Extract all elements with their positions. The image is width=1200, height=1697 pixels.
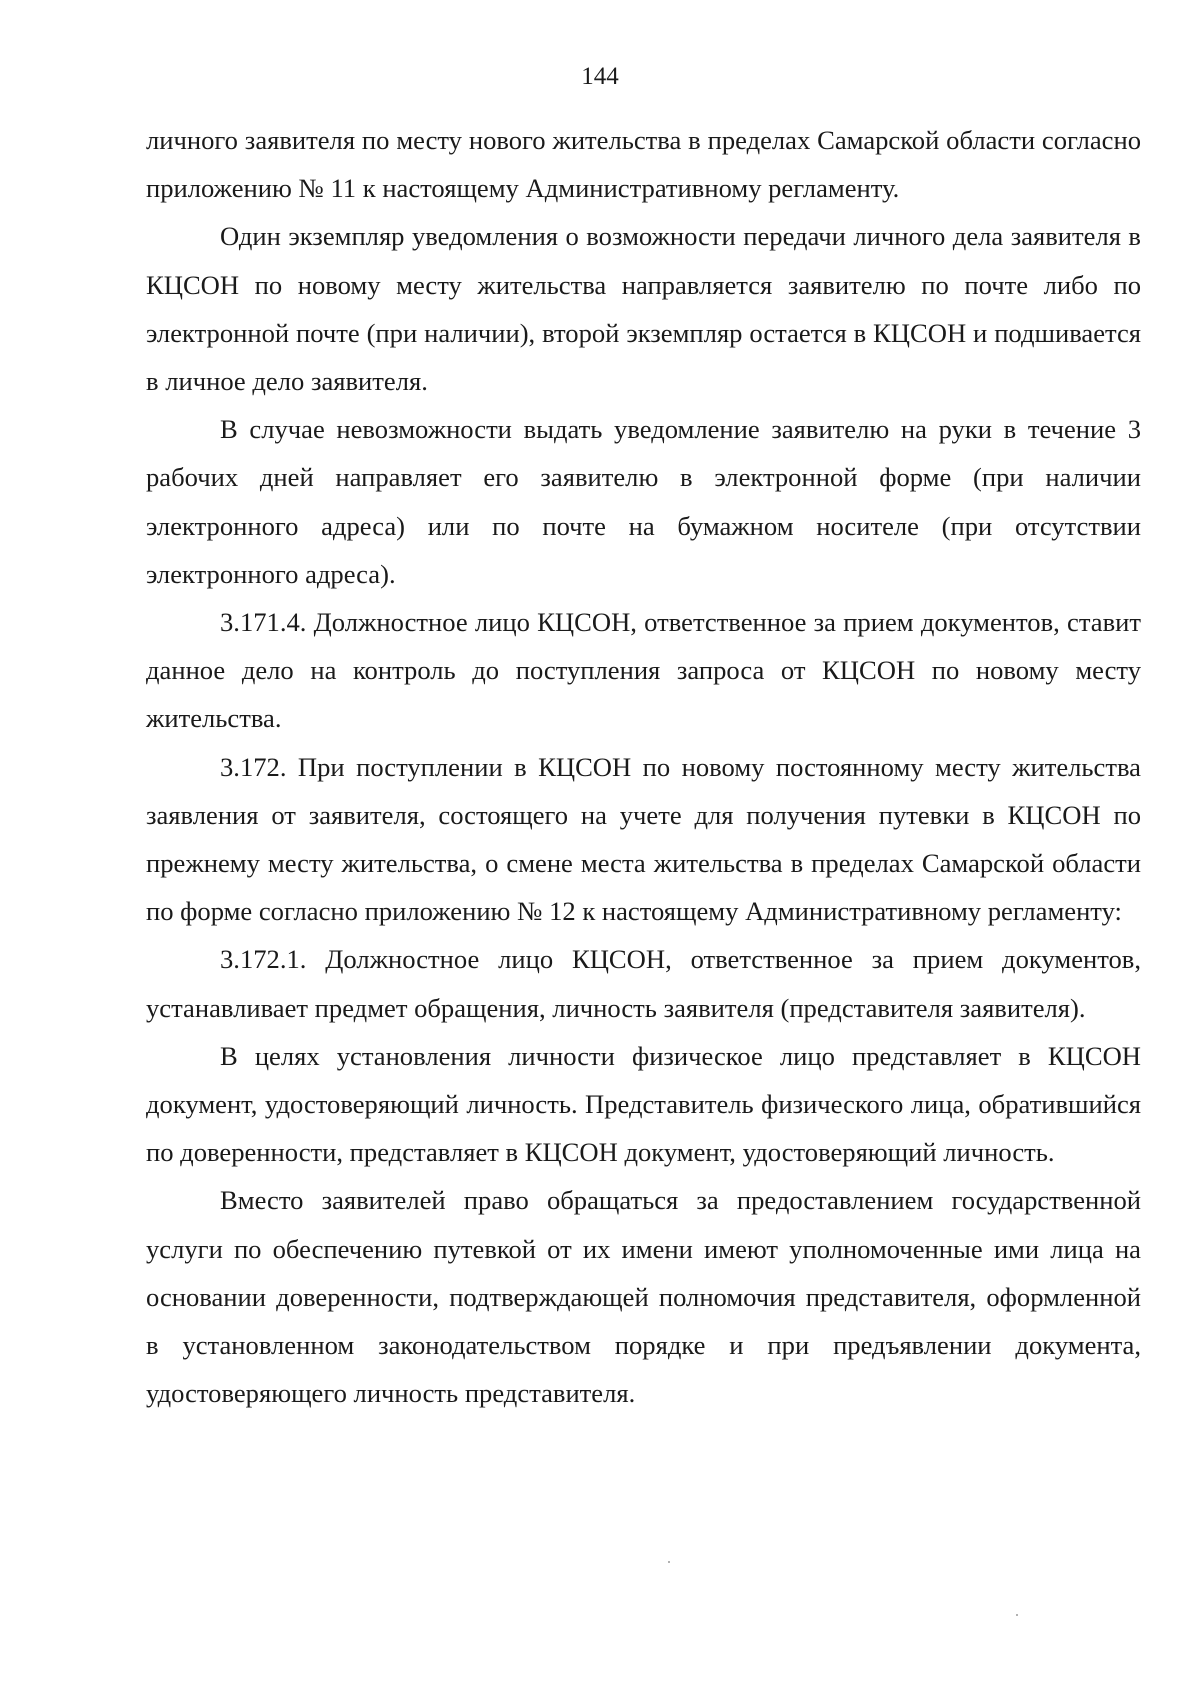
scan-speck: [668, 1561, 670, 1563]
paragraph-representatives: Вместо заявителей право обращаться за предоставлением государственной услуги по обеспечению путевкой от их имени имеют уполномоченные ими лица на основании доверенности, подтверждающей полномочия представителя, оформленной в установленном законодательством порядке и при предъявлении документа, удостоверяющего личность представителя.: [146, 1185, 1141, 1409]
paragraph-3-172: 3.172. При поступлении в КЦСОН по новому постоянному месту жительства заявления от заявителя, состоящего на учете для получения путевки в КЦСОН по прежнему месту жительства, о смене места жительства в пределах Самарской области по форме согласно приложению № 12 к настоящему Административному регламенту:: [146, 751, 1141, 927]
paragraph-notice-delivery: В случае невозможности выдать уведомление заявителю на руки в течение 3 рабочих дней направляет его заявителю в электронной форме (при наличии электронного адреса) или по почте на бумажном носителе (при отсутствии электронного адреса).: [146, 414, 1141, 589]
paragraph-3-171-4: 3.171.4. Должностное лицо КЦСОН, ответственное за прием документов, ставит данное дело на контроль до поступления запроса от КЦСОН по новому месту жительства.: [146, 607, 1141, 734]
paragraph-continuation: личного заявителя по месту нового жительства в пределах Самарской области согласно приложению № 11 к настоящему Административному регламенту.: [146, 125, 1141, 204]
paragraph-notice-copies: Один экземпляр уведомления о возможности передачи личного дела заявителя в КЦСОН по новому месту жительства направляется заявителю по почте либо по электронной почте (при наличии), второй экземпляр остается в КЦСОН и подшивается в личное дело заявителя.: [146, 221, 1141, 397]
paragraph-3-172-1: 3.172.1. Должностное лицо КЦСОН, ответственное за прием документов, устанавливает предмет обращения, личность заявителя (представителя заявителя).: [146, 944, 1141, 1023]
document-body: [146, 116, 1141, 1417]
paragraph-identity: В целях установления личности физическое лицо представляет в КЦСОН документ, удостоверяющий личность. Представитель физического лица, обратившийся по доверенности, представляет в КЦСОН документ, удостоверяющий личность.: [146, 1040, 1141, 1168]
page-number: 144: [581, 63, 619, 90]
scan-speck: [1016, 1614, 1018, 1616]
